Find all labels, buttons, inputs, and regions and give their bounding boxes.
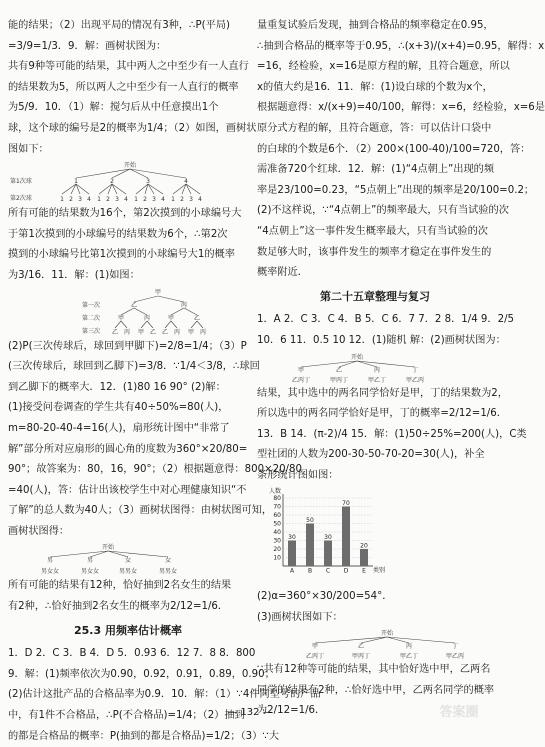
chart-tick-label: 80 bbox=[273, 495, 281, 503]
tree-leaf: 甲丙丁 bbox=[351, 653, 371, 661]
text-line: 需准备720个红球．12．解：(1)“4点朝上”出现的频 bbox=[257, 164, 495, 176]
chart-category-label: C bbox=[325, 567, 331, 575]
tree-node: 1 bbox=[74, 178, 78, 186]
tree-node: 丙 bbox=[373, 366, 381, 374]
text-line: =16，经检验，x=16是原方程的解，且符合题意，所以 bbox=[257, 61, 510, 73]
section-heading: 第二十五章整理与复习 bbox=[320, 289, 430, 303]
text-line: 摸到的小球编号比第1次摸到的小球编号大1的概率 bbox=[8, 249, 235, 261]
chart-tick-label: 40 bbox=[273, 529, 281, 537]
tree-diagram-select-pair bbox=[257, 628, 493, 660]
tree-diagram-passing bbox=[8, 287, 248, 337]
tree-leaf: 4 bbox=[124, 196, 128, 204]
chart-category-label: B bbox=[307, 567, 313, 575]
text-line: 10．6 11．0.5 10 12．(1)随机 解：(2)画树状图为： bbox=[257, 334, 506, 346]
page-number: — 132 — bbox=[227, 707, 273, 718]
chart-tick-label: 30 bbox=[273, 537, 281, 545]
text-line: m=80-20-40-4=16(人)，扇形统计图中“非常了 bbox=[8, 422, 230, 434]
text-line: 所有可能的结果有12种，恰好抽到2名女生的结果 bbox=[8, 580, 232, 592]
tree-node: 男 bbox=[86, 557, 94, 565]
tree-leaf: 2 bbox=[143, 196, 147, 204]
text-line: 了解”的总人数为40人；（3）画树状图得：由树状图可知， bbox=[8, 505, 273, 517]
tree-root: 开始 bbox=[350, 353, 364, 361]
tree-node: 甲 bbox=[167, 314, 175, 322]
tree-leaf: 3 bbox=[152, 196, 156, 204]
tree-leaf: 1 bbox=[171, 196, 175, 204]
chart-bar bbox=[288, 541, 296, 567]
tree-node: 丁 bbox=[411, 366, 419, 374]
tree-leaf: 乙 bbox=[149, 328, 157, 336]
tree-leaf: 甲乙丙 bbox=[445, 653, 465, 661]
text-line: 图如下： bbox=[8, 143, 49, 155]
tree-node: 丁 bbox=[451, 643, 459, 651]
tree-leaf: 乙 bbox=[161, 328, 169, 336]
tree-leaf: 4 bbox=[161, 196, 165, 204]
text-line: 解”部分所对应扇形的圆心角的度数为360°×20/80= bbox=[8, 443, 248, 455]
tree-leaf: 1 bbox=[134, 196, 138, 204]
tree-root: 甲 bbox=[154, 288, 162, 296]
chart-bar bbox=[342, 507, 350, 567]
tree-node: 4 bbox=[184, 178, 188, 186]
watermark-logo bbox=[424, 699, 494, 723]
tree-node: 甲 bbox=[311, 643, 319, 651]
text-line: 的白球的个数是6个．（2）200×(100-40)/100=720，答： bbox=[257, 143, 531, 155]
text-line: 球，这个球的编号是2的概率为1/4；（2）如图，画树状 bbox=[8, 122, 257, 134]
tree-leaf: 甲乙丙 bbox=[405, 376, 425, 384]
tree-leaf: 丙 bbox=[173, 328, 181, 336]
text-line: 所以选中的两名同学恰好是甲，丁的概率=2/12=1/6． bbox=[257, 408, 507, 420]
text-line: 概率附近． bbox=[257, 267, 308, 279]
text-line: 有2种，∴恰好抽到2名女生的概率为2/12=1/6． bbox=[8, 601, 229, 613]
tree-leaf: 丙 bbox=[123, 328, 131, 336]
text-line: 量重复试验后发现，抽到合格品的频率稳定在0.95， bbox=[257, 20, 494, 31]
text-line: 的结果数为5，所以两人之中至少有一人直行的概率 bbox=[8, 81, 239, 93]
text-line: 能的结果；（2）出现平局的情况有3种，∴P(平局) bbox=[8, 20, 230, 31]
tree-leaf: 2 bbox=[180, 196, 184, 204]
tree-leaf: 乙 bbox=[111, 328, 119, 336]
chart-tick-label: 60 bbox=[273, 512, 281, 520]
bar-chart-svg bbox=[257, 486, 493, 578]
text-line: 率是23/100=0.23，“5点朝上”出现的频率是20/100=0.2； bbox=[257, 184, 535, 196]
text-line: 所有可能的结果数为16个，第2次摸到的小球编号大 bbox=[8, 208, 242, 220]
text-line: 1．A 2．C 3．C 4．B 5．C 6．7 7．2 8．1/4 9．2/5 bbox=[257, 314, 514, 326]
text-line: (2)估计这批产品的合格品率为0.9．10．解：（1）∵4件同型号的产品 bbox=[8, 689, 321, 701]
tree-leaf: 乙丙丁 bbox=[305, 653, 325, 661]
tree-leaf: 男男女 bbox=[158, 568, 178, 576]
tree-leaf: 1 bbox=[60, 196, 64, 204]
text-line: 共有9种等可能的结果，其中两人之中至少有一人直行 bbox=[8, 61, 249, 73]
text-line: 1．D 2．C 3．B 4．D 5．0.93 6．12 7．8 8．800 bbox=[8, 648, 256, 660]
tree-row-label: 第三次 bbox=[82, 327, 101, 335]
chart-bar bbox=[306, 524, 314, 567]
text-line: 为2/12=1/6． bbox=[257, 705, 326, 717]
text-line: 的都是合格品的概率：P(抽到的都是合格品)=1/2；（3）∵大 bbox=[8, 730, 280, 742]
tree-node: 女 bbox=[164, 557, 172, 565]
tree-leaf: 4 bbox=[198, 196, 202, 204]
text-line: 13．B 14．(π-2)/4 15．解：(1)50÷25%=200(人)，C类 bbox=[257, 428, 527, 440]
text-line: 数足够大时，该事件发生的频率才稳定在事件发生的 bbox=[257, 246, 492, 258]
text-line: ∵共有12种等可能的结果，其中恰好选中甲，乙两名 bbox=[257, 664, 491, 676]
text-line: =3/9=1/3．9．解：画树状图为： bbox=[8, 40, 167, 52]
watermark-text: 答案圈 bbox=[439, 705, 479, 720]
chart-data-label: 50 bbox=[306, 517, 314, 525]
tree-leaf: 甲丙丁 bbox=[329, 376, 349, 384]
text-line: “4点朝上”这一事件发生概率最大，只有当试验的次 bbox=[257, 225, 488, 237]
text-line: 为3/16．11．解：(1)如图： bbox=[8, 269, 140, 281]
tree-node: 丙 bbox=[180, 301, 188, 309]
tree-node: 2 bbox=[110, 178, 114, 186]
tree-row-label: 第2次球 bbox=[10, 195, 32, 203]
text-line: 同学的结果有2种，∴恰好选中甲，乙两名同学的概率 bbox=[257, 684, 495, 696]
text-line: 于第1次摸到的小球编号的结果数为6个，∴第2次 bbox=[8, 228, 228, 240]
chart-tick-label: 50 bbox=[273, 520, 281, 528]
tree-leaf: 3 bbox=[189, 196, 193, 204]
tree-node: 甲 bbox=[297, 366, 305, 374]
tree-diagram-select-two bbox=[257, 352, 493, 384]
tree-leaf: 乙丙丁 bbox=[291, 376, 311, 384]
text-line: =40(人)，答：估计出该校学生中对心理健康知识“不 bbox=[8, 484, 247, 496]
tree-leaf: 2 bbox=[106, 196, 110, 204]
text-line: 为5/9．10．（1）解：搅匀后从中任意摸出1个 bbox=[8, 102, 219, 114]
tree-root: 开始 bbox=[123, 162, 137, 170]
tree-leaf: 丙 bbox=[199, 328, 207, 336]
tree-leaf: 甲 bbox=[137, 328, 145, 336]
chart-category-label: D bbox=[343, 567, 349, 575]
tree-leaf: 1 bbox=[97, 196, 101, 204]
tree-node: 乙 bbox=[193, 314, 201, 322]
tree-row-label: 第1次球 bbox=[10, 178, 32, 186]
text-line: 9．解：(1)频率依次为0.90，0.92，0.91，0.89，0.90； bbox=[8, 668, 275, 680]
tree-root: 开始 bbox=[380, 630, 394, 638]
tree-node: 乙 bbox=[357, 643, 365, 651]
tree-node: 乙 bbox=[335, 366, 343, 374]
chart-data-label: 20 bbox=[360, 542, 368, 550]
text-line: 原分式方程的解，且符合题意，答：可以估计口袋中 bbox=[257, 122, 492, 134]
section-heading: 25.3 用频率估计概率 bbox=[74, 623, 182, 637]
tree-node: 3 bbox=[146, 178, 150, 186]
tree-leaf: 男女女 bbox=[40, 568, 60, 576]
text-line: 画树状图得： bbox=[8, 525, 70, 537]
chart-data-label: 70 bbox=[342, 500, 350, 508]
tree-root: 开始 bbox=[101, 544, 115, 552]
tree-diagram-students bbox=[8, 542, 248, 576]
tree-leaf: 甲乙丁 bbox=[399, 653, 419, 661]
bar-chart bbox=[257, 486, 493, 587]
right-column bbox=[257, 16, 545, 722]
chart-tick-label: 70 bbox=[273, 503, 281, 511]
tree-leaf: 男男女 bbox=[118, 568, 138, 576]
chart-tick-label: 10 bbox=[273, 554, 281, 562]
tree-node: 男 bbox=[46, 557, 54, 565]
tree-node: 女 bbox=[124, 557, 132, 565]
tree-leaf: 2 bbox=[69, 196, 73, 204]
tree-node: 丙 bbox=[143, 314, 151, 322]
text-line: 结果，其中选中的两名同学恰好是甲，丁的结果数为2， bbox=[257, 387, 508, 399]
text-line: (1)接受问卷调查的学生共有40÷50%=80(人)， bbox=[8, 402, 229, 414]
tree-leaf: 4 bbox=[87, 196, 91, 204]
tree-node: 乙 bbox=[130, 301, 138, 309]
text-line: 型社团的人数为200-30-50-70-20=30(人)，补全 bbox=[257, 449, 485, 461]
text-line: (三次传球后，球回到乙脚下)=3/8．∵1/4＜3/8，∴球回 bbox=[8, 361, 260, 373]
tree-node: 丙 bbox=[405, 643, 413, 651]
chart-category-label: E bbox=[362, 567, 366, 575]
tree-diagram-balls bbox=[8, 160, 248, 204]
tree-row-label: 第二次 bbox=[82, 314, 101, 322]
chart-data-label: 30 bbox=[288, 534, 296, 542]
text-line: 90°；故答案为：80，16，90°；（2）根据题意得：800×20/80 bbox=[8, 464, 302, 476]
tree-node: 甲 bbox=[117, 314, 125, 322]
chart-data-label: 30 bbox=[324, 534, 332, 542]
tree-leaf: 3 bbox=[115, 196, 119, 204]
text-line: 到乙脚下的概率大．12．(1)80 16 90° (2)解： bbox=[8, 381, 226, 393]
tree-leaf: 男女女 bbox=[80, 568, 100, 576]
text-line: x的值大约是16．11．解：(1)设白球的个数为x个， bbox=[257, 81, 493, 93]
tree-leaf: 甲乙丁 bbox=[367, 376, 387, 384]
chart-bar bbox=[360, 549, 368, 566]
tree-row-label: 第一次 bbox=[82, 301, 101, 309]
text-line: (2)不这样说，∵“4点朝上”的频率最大，只有当试验的次 bbox=[257, 205, 509, 217]
text-line: ∴抽到合格品的概率等于0.95，∴(x+3)/(x+4)=0.95，解得：x bbox=[257, 40, 545, 52]
chart-bar bbox=[324, 541, 332, 567]
text-line: (3)画树状图如下： bbox=[257, 611, 343, 623]
chart-ylabel: 人数 bbox=[269, 488, 282, 496]
text-line: 条形统计图如图： bbox=[257, 469, 339, 481]
tree-leaf: 3 bbox=[78, 196, 82, 204]
chart-category-label: A bbox=[289, 567, 295, 575]
chart-tick-label: 20 bbox=[273, 546, 281, 554]
tree-leaf: 甲 bbox=[187, 328, 195, 336]
text-line: (2)α=360°×30/200=54°． bbox=[257, 591, 393, 603]
text-line: (2)P(三次传球后，球回到甲脚下)=2/8=1/4；（3）P bbox=[8, 340, 247, 352]
text-line: 根据题意得：x/(x+9)=40/100，解得：x=6，经检验，x=6是 bbox=[257, 102, 545, 114]
text-line: 中，有1件不合格品，∴P(不合格品)=1/4；（2）抽到 bbox=[8, 710, 245, 722]
chart-xlabel: 类别 bbox=[373, 567, 386, 575]
